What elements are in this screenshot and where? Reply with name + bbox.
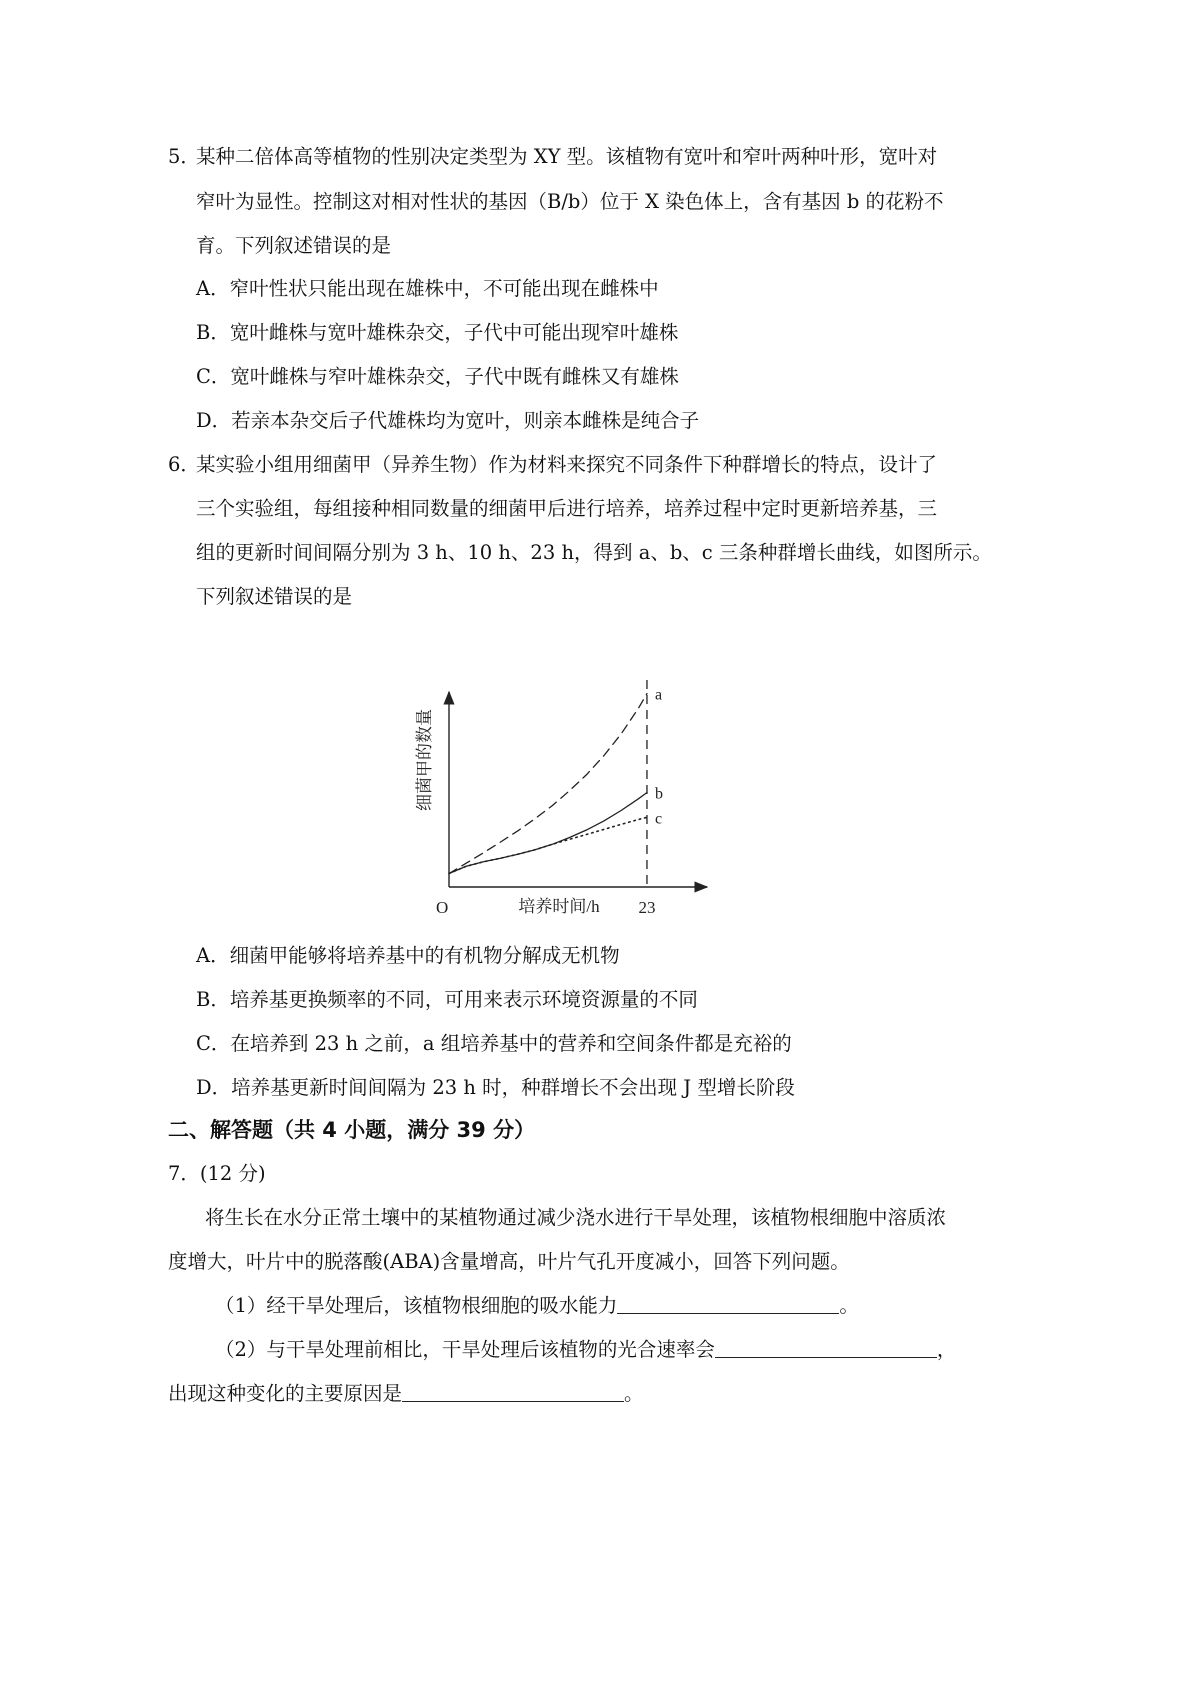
q6-option-b: B．培养基更换频率的不同，可用来表示环境资源量的不同 — [196, 988, 698, 1011]
q7-intro-line-1: 将生长在水分正常土壤中的某植物通过减少浇水进行干旱处理，该植物根细胞中溶质浓 — [205, 1206, 947, 1229]
q5-option-c: C．宽叶雌株与窄叶雄株杂交，子代中既有雌株又有雄株 — [196, 365, 679, 388]
q7-part-2-line2-text: 出现这种变化的主要原因是 — [168, 1382, 403, 1405]
q5-option-d: D．若亲本杂交后子代雄株均为宽叶，则亲本雌株是纯合子 — [196, 409, 700, 432]
curve-b — [449, 793, 647, 874]
q7-part-2-text: （2）与干旱处理前相比，干旱处理后该植物的光合速率会 — [215, 1338, 715, 1361]
chart-curves — [449, 680, 647, 887]
q7-part-2-answer-blank-1[interactable] — [715, 1339, 937, 1358]
origin-label: O — [436, 898, 449, 917]
q5-option-a: A．窄叶性状只能出现在雄株中，不可能出现在雌株中 — [196, 277, 659, 300]
y-axis-label: 细菌甲的数量 — [415, 709, 434, 811]
curve-a — [449, 694, 647, 874]
q7-intro-line-2: 度增大，叶片中的脱落酸(ABA)含量增高，叶片气孔开度减小，回答下列问题。 — [168, 1250, 850, 1273]
q7-part-2-end: ， — [936, 1338, 957, 1361]
q5-stem-line-2: 窄叶为显性。控制这对相对性状的基因（B/b）位于 X 染色体上，含有基因 b 的花粉不 — [196, 190, 944, 213]
q7-part-1-text: （1）经干旱处理后，该植物根细胞的吸水能力 — [215, 1294, 618, 1317]
q7-part-2-line-2 — [168, 1381, 644, 1407]
q5-stem-line-3: 育。下列叙述错误的是 — [196, 234, 392, 257]
q7-part-2-answer-blank-2[interactable] — [402, 1383, 624, 1402]
q6-option-c: C．在培养到 23 h 之前，a 组培养基中的营养和空间条件都是充裕的 — [196, 1032, 792, 1055]
q7-number: 7．(12 分) — [168, 1162, 266, 1185]
q6-stem-line-4: 下列叙述错误的是 — [196, 585, 353, 608]
q6-number: 6． — [168, 453, 200, 476]
section-2-title: 二、解答题（共 4 小题，满分 39 分） — [168, 1118, 536, 1142]
q6-stem-line-3: 组的更新时间间隔分别为 3 h、10 h、23 h，得到 a、b、c 三条种群增长曲线，如图所示。 — [196, 541, 992, 564]
q7-part-1-answer-blank[interactable] — [617, 1295, 839, 1314]
q5-number: 5． — [168, 145, 200, 168]
q5-option-b: B．宽叶雌株与宽叶雄株杂交，子代中可能出现窄叶雄株 — [196, 321, 679, 344]
q6-option-a: A．细菌甲能够将培养基中的有机物分解成无机物 — [196, 944, 620, 967]
q7-part-2 — [215, 1337, 956, 1363]
q5-stem-line-1: 某种二倍体高等植物的性别决定类型为 XY 型。该植物有宽叶和窄叶两种叶形，宽叶对 — [196, 145, 938, 168]
x-tick-label-23: 23 — [638, 898, 656, 917]
series-label-a: a — [654, 686, 663, 704]
q7-part-2-line2-end: 。 — [624, 1382, 644, 1405]
chart-axes — [449, 692, 707, 887]
q6-option-d: D．培养基更新时间间隔为 23 h 时，种群增长不会出现 J 型增长阶段 — [196, 1076, 795, 1099]
series-label-b: b — [654, 785, 663, 803]
series-label-c: c — [654, 810, 663, 828]
q6-stem-line-1: 某实验小组用细菌甲（异养生物）作为材料来探究不同条件下种群增长的特点，设计了 — [196, 453, 938, 476]
chart-labels — [415, 687, 663, 918]
q7-part-1 — [215, 1293, 859, 1319]
q7-part-1-end: 。 — [839, 1294, 859, 1317]
x-axis-label: 培养时间/h — [518, 897, 600, 916]
q6-stem-line-2: 三个实验组，每组接种相同数量的细菌甲后进行培养，培养过程中定时更新培养基，三 — [196, 497, 938, 520]
